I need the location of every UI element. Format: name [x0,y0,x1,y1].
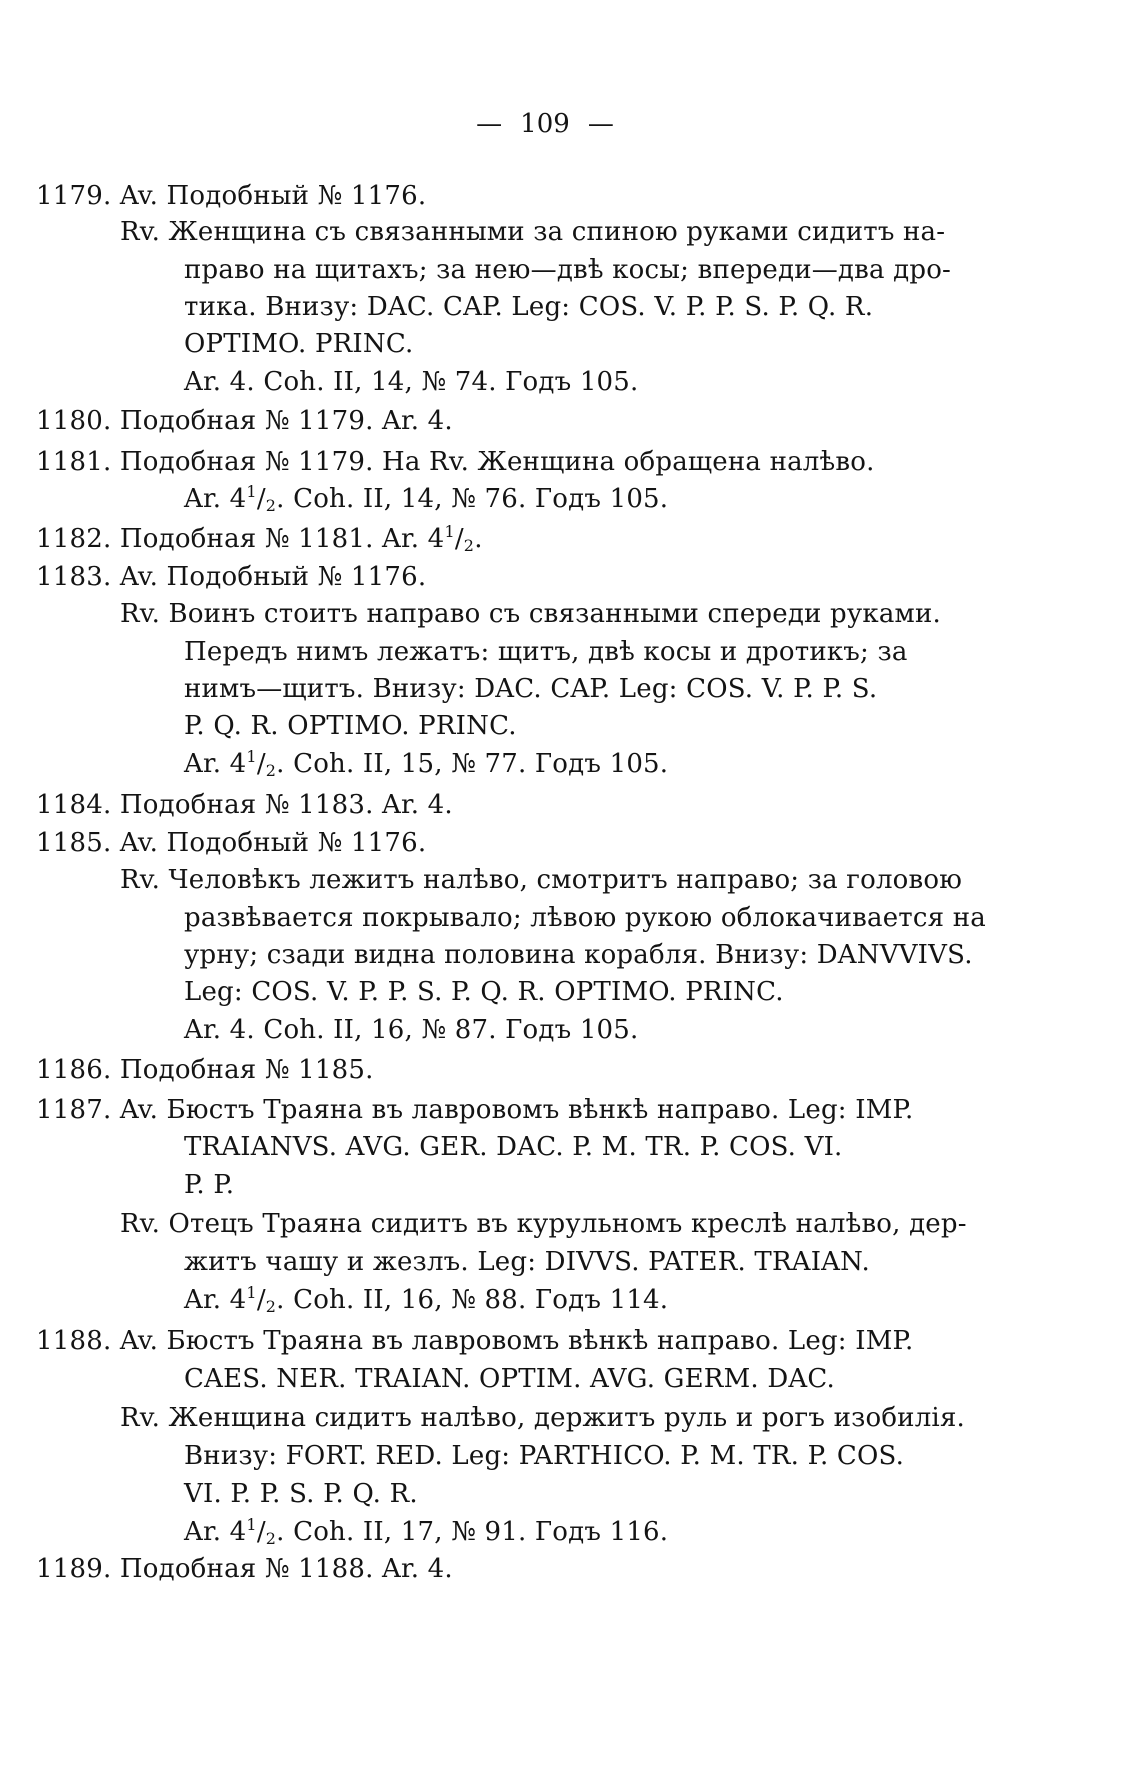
entry-1183-rv-line: Rv. Воинъ стоитъ направо съ связанными спереди руками. [120,599,941,629]
entry-1188-rv-line: Внизу: FORT. RED. Leg: PARTHICO. P. M. TR. P. COS. [184,1441,905,1471]
entry-1186: 1186. Подобная № 1185. [36,1055,374,1085]
entry-1188-reference: Ar. $4^1/_2$. Coh. II, 17, № 91. Годъ 116. [184,1515,669,1548]
entry-1182: 1182. Подобная № 1181. Ar. $4^1/_2$. [36,522,483,555]
header-dash-left: — [476,109,503,139]
entry-1183-rv-line: нимъ—щитъ. Внизу: DAC. CAP. Leg: COS. V. P. P. S. [184,674,878,704]
entry-1185-av: 1185. Av. Подобный № 1176. [36,828,427,858]
entry-1187-rv-line: Rv. Отецъ Траяна сидитъ въ курульномъ креслѣ налѣво, дер- [120,1209,967,1239]
entry-1181-reference: Ar. $4^1/_2$. Coh. II, 14, № 76. Годъ 105. [184,482,669,515]
entry-1185-rv-line: развѣвается покрывало; лѣвою рукою облокачивается на [184,903,986,933]
entry-1188-av-line: CAES. NER. TRAIAN. OPTIM. AVG. GERM. DAC. [184,1364,835,1394]
entry-1189: 1189. Подобная № 1188. Ar. 4. [36,1554,453,1584]
entry-1183-reference: Ar. $4^1/_2$. Coh. II, 15, № 77. Годъ 105. [184,747,669,780]
entry-1179-av: 1179. Av. Подобный № 1176. [36,181,427,211]
entry-1187-av: 1187. Av. Бюстъ Траяна въ лавровомъ вѣнкѣ направо. Leg: IMP. [36,1095,914,1125]
page-number-header [0,108,1090,140]
entry-1184: 1184. Подобная № 1183. Ar. 4. [36,790,453,820]
fraction-half: $^1/_2$ [246,482,277,515]
entry-1188-rv-line: VI. P. P. S. P. Q. R. [184,1479,418,1509]
fraction-half: $^1/_2$ [246,1515,277,1548]
entry-1179-rv-line: Rv. Женщина съ связанными за спиною руками сидитъ на- [120,217,946,247]
entry-1185-rv-line: Leg: COS. V. P. P. S. P. Q. R. OPTIMO. PRINC. [184,977,784,1007]
entry-1188-av: 1188. Av. Бюстъ Траяна въ лавровомъ вѣнкѣ направо. Leg: IMP. [36,1326,914,1356]
entry-1187-av-line: P. P. [184,1170,235,1200]
entry-1187-reference: Ar. $4^1/_2$. Coh. II, 16, № 88. Годъ 114. [184,1283,669,1316]
entry-1185-reference: Ar. 4. Coh. II, 16, № 87. Годъ 105. [184,1015,639,1045]
entry-1179-reference: Ar. 4. Coh. II, 14, № 74. Годъ 105. [184,367,639,397]
page-number: 109 [520,109,570,139]
entry-1183-rv-line: Передъ нимъ лежатъ: щитъ, двѣ косы и дротикъ; за [184,637,908,667]
fraction-half: $^1/_2$ [246,747,277,780]
entry-1185-rv-line: урну; сзади видна половина корабля. Внизу: DANVVIVS. [184,940,973,970]
entry-1183-rv-line: P. Q. R. OPTIMO. PRINC. [184,711,517,741]
header-dash-right: — [587,109,614,139]
entry-1179-rv-line: тика. Внизу: DAC. CAP. Leg: COS. V. P. P. S. P. Q. R. [184,292,874,322]
fraction-half: $^1/_2$ [246,1283,277,1316]
entry-1181: 1181. Подобная № 1179. На Rv. Женщина обращена налѣво. [36,447,875,477]
entry-1185-rv-line: Rv. Человѣкъ лежитъ налѣво, смотритъ направо; за головою [120,865,963,895]
entry-1180: 1180. Подобная № 1179. Ar. 4. [36,406,453,436]
entry-1183-av: 1183. Av. Подобный № 1176. [36,562,427,592]
entry-1179-rv-line: OPTIMO. PRINC. [184,329,414,359]
entry-1187-av-line: TRAIANVS. AVG. GER. DAC. P. M. TR. P. COS. VI. [184,1132,843,1162]
fraction-half: $^1/_2$ [444,522,475,555]
entry-1187-rv-line: житъ чашу и жезлъ. Leg: DIVVS. PATER. TRAIAN. [184,1247,870,1277]
entry-1179-rv-line: право на щитахъ; за нею—двѣ косы; впереди—два дро- [184,255,952,285]
entry-1188-rv-line: Rv. Женщина сидитъ налѣво, держитъ руль и рогъ изобилія. [120,1403,966,1433]
